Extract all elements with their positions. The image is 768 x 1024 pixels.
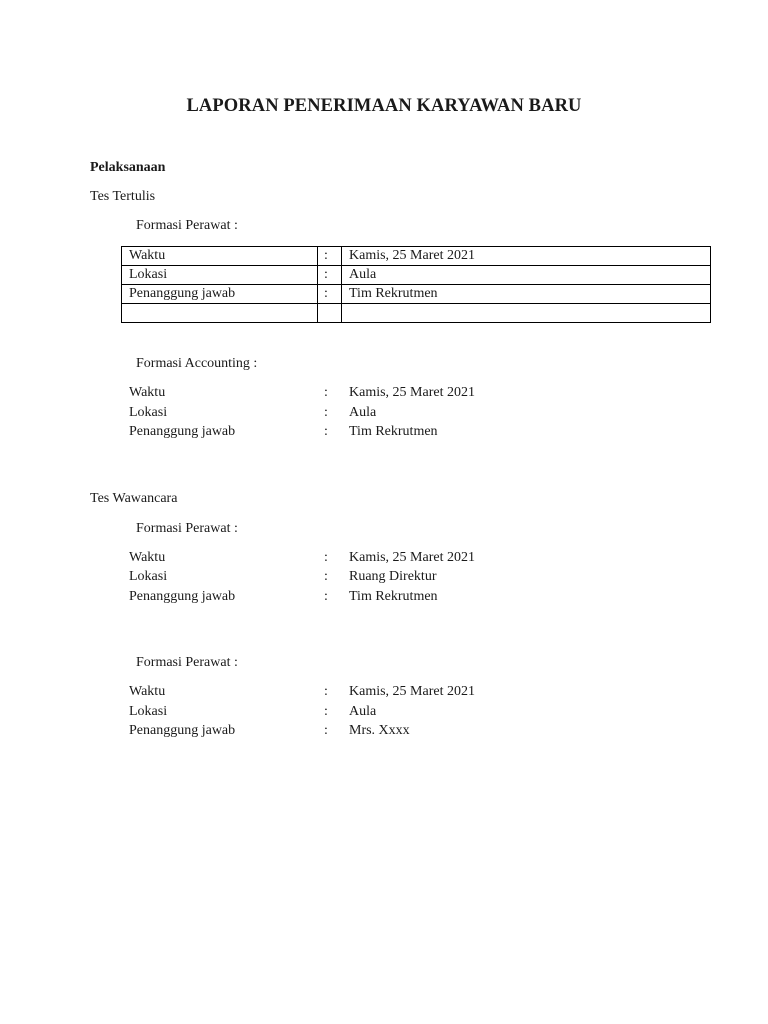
info-value: Aula bbox=[349, 704, 377, 719]
info-key: Waktu bbox=[129, 684, 166, 699]
info-value: Ruang Direktur bbox=[349, 569, 437, 584]
schedule-table bbox=[121, 246, 711, 323]
info-value: Aula bbox=[349, 405, 377, 420]
table-cell-separator: : bbox=[318, 266, 342, 285]
info-value: Mrs. Xxxx bbox=[349, 723, 410, 738]
info-separator: : bbox=[324, 405, 328, 420]
info-key: Penanggung jawab bbox=[129, 589, 236, 604]
info-separator: : bbox=[324, 723, 328, 738]
info-value: Kamis, 25 Maret 2021 bbox=[349, 550, 475, 565]
table-row bbox=[122, 285, 711, 304]
info-key: Lokasi bbox=[129, 569, 168, 584]
info-separator: : bbox=[324, 704, 328, 719]
info-key: Penanggung jawab bbox=[129, 723, 236, 738]
info-separator: : bbox=[324, 569, 328, 584]
table-row bbox=[122, 247, 711, 266]
info-key: Lokasi bbox=[129, 405, 168, 420]
table-cell-value bbox=[342, 304, 711, 323]
table-cell-value: Tim Rekrutmen bbox=[342, 285, 711, 304]
formasi-label: Formasi Accounting : bbox=[136, 356, 258, 371]
info-row bbox=[129, 684, 629, 700]
formasi-label: Formasi Perawat : bbox=[136, 218, 238, 233]
info-separator: : bbox=[324, 684, 328, 699]
info-key: Lokasi bbox=[129, 704, 168, 719]
info-value: Tim Rekrutmen bbox=[349, 589, 438, 604]
info-row bbox=[129, 569, 629, 585]
info-key: Waktu bbox=[129, 385, 166, 400]
info-row bbox=[129, 589, 629, 605]
info-row bbox=[129, 723, 629, 739]
subheading-tes-wawancara: Tes Wawancara bbox=[90, 491, 178, 506]
section-heading: Pelaksanaan bbox=[90, 160, 166, 175]
table-cell-key: Lokasi bbox=[122, 266, 318, 285]
table-cell-separator bbox=[318, 304, 342, 323]
info-row bbox=[129, 550, 629, 566]
info-separator: : bbox=[324, 424, 328, 439]
formasi-label: Formasi Perawat : bbox=[136, 655, 238, 670]
table-cell-separator: : bbox=[318, 247, 342, 266]
info-row bbox=[129, 424, 629, 440]
table-cell-separator: : bbox=[318, 285, 342, 304]
info-value: Kamis, 25 Maret 2021 bbox=[349, 684, 475, 699]
table-cell-key: Penanggung jawab bbox=[122, 285, 318, 304]
table-cell-key bbox=[122, 304, 318, 323]
info-value: Kamis, 25 Maret 2021 bbox=[349, 385, 475, 400]
table-row bbox=[122, 266, 711, 285]
info-separator: : bbox=[324, 385, 328, 400]
table-cell-key: Waktu bbox=[122, 247, 318, 266]
table-row bbox=[122, 304, 711, 323]
info-row bbox=[129, 704, 629, 720]
info-value: Tim Rekrutmen bbox=[349, 424, 438, 439]
info-row bbox=[129, 385, 629, 401]
info-key: Penanggung jawab bbox=[129, 424, 236, 439]
page-title: LAPORAN PENERIMAAN KARYAWAN BARU bbox=[186, 96, 582, 116]
info-separator: : bbox=[324, 589, 328, 604]
formasi-label: Formasi Perawat : bbox=[136, 521, 238, 536]
table-cell-value: Kamis, 25 Maret 2021 bbox=[342, 247, 711, 266]
info-separator: : bbox=[324, 550, 328, 565]
table-cell-value: Aula bbox=[342, 266, 711, 285]
info-row bbox=[129, 405, 629, 421]
info-key: Waktu bbox=[129, 550, 166, 565]
subheading-tes-tertulis: Tes Tertulis bbox=[90, 189, 156, 204]
